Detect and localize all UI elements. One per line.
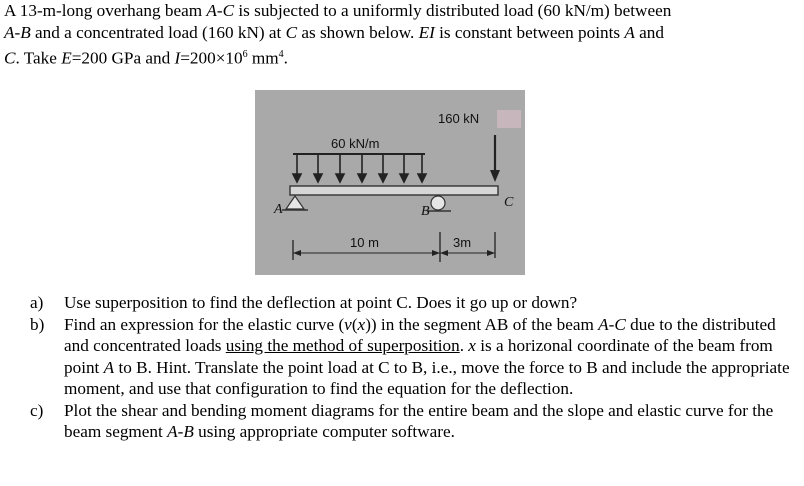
roller-support-b (431, 196, 445, 210)
question-label: a) (30, 293, 44, 312)
label-c: C (504, 195, 514, 210)
question-label: c) (30, 400, 44, 420)
question-c: c) Plot the shear and bending moment diagrams for the entire beam and the slope and elastic curve for the beam segment A-B using appropriate computer software. (30, 400, 774, 441)
question-label: b) (30, 314, 45, 334)
span-bc-label: 3m (453, 235, 472, 250)
highlight-patch (497, 110, 521, 128)
beam-diagram (255, 90, 525, 275)
pin-support-a (286, 196, 304, 209)
beam-diagram-svg (255, 90, 525, 275)
point-load-arrowhead (490, 170, 500, 182)
question-a: a) Use superposition to find the deflection at point C. Does it go up or down? (30, 293, 578, 312)
point-load-label: 160 kN (438, 111, 480, 126)
beam (290, 186, 498, 195)
question-b: b) Find an expression for the elastic curve (v(x)) in the segment AB of the beam A-C due to the distributed and concentrated loads using the method of superposition. x is a horizonal coordinate of the beam from point A to B. Hint. Translate the point load at C to B, i.e., move the force to B and include the appropriate moment, and use that configuration to find the equation for the deflection. (30, 314, 790, 398)
problem-statement: A 13-m-long overhang beam A-C is subjected to a uniformly distributed load (60 kN/m) between A-B and a concentrated load (160 kN) at C as shown below. EI is constant between points A and C. Take E=200 GPa and $I=200\times 10^6$ $mm^4$. (4, 1, 672, 68)
label-a: A (274, 202, 283, 217)
dist-load-arrows (293, 154, 426, 182)
dist-load-label: 60 kN/m (331, 136, 380, 151)
label-b: B (421, 204, 430, 219)
span-ab-label: 10 m (350, 235, 379, 250)
question-list (0, 292, 804, 443)
